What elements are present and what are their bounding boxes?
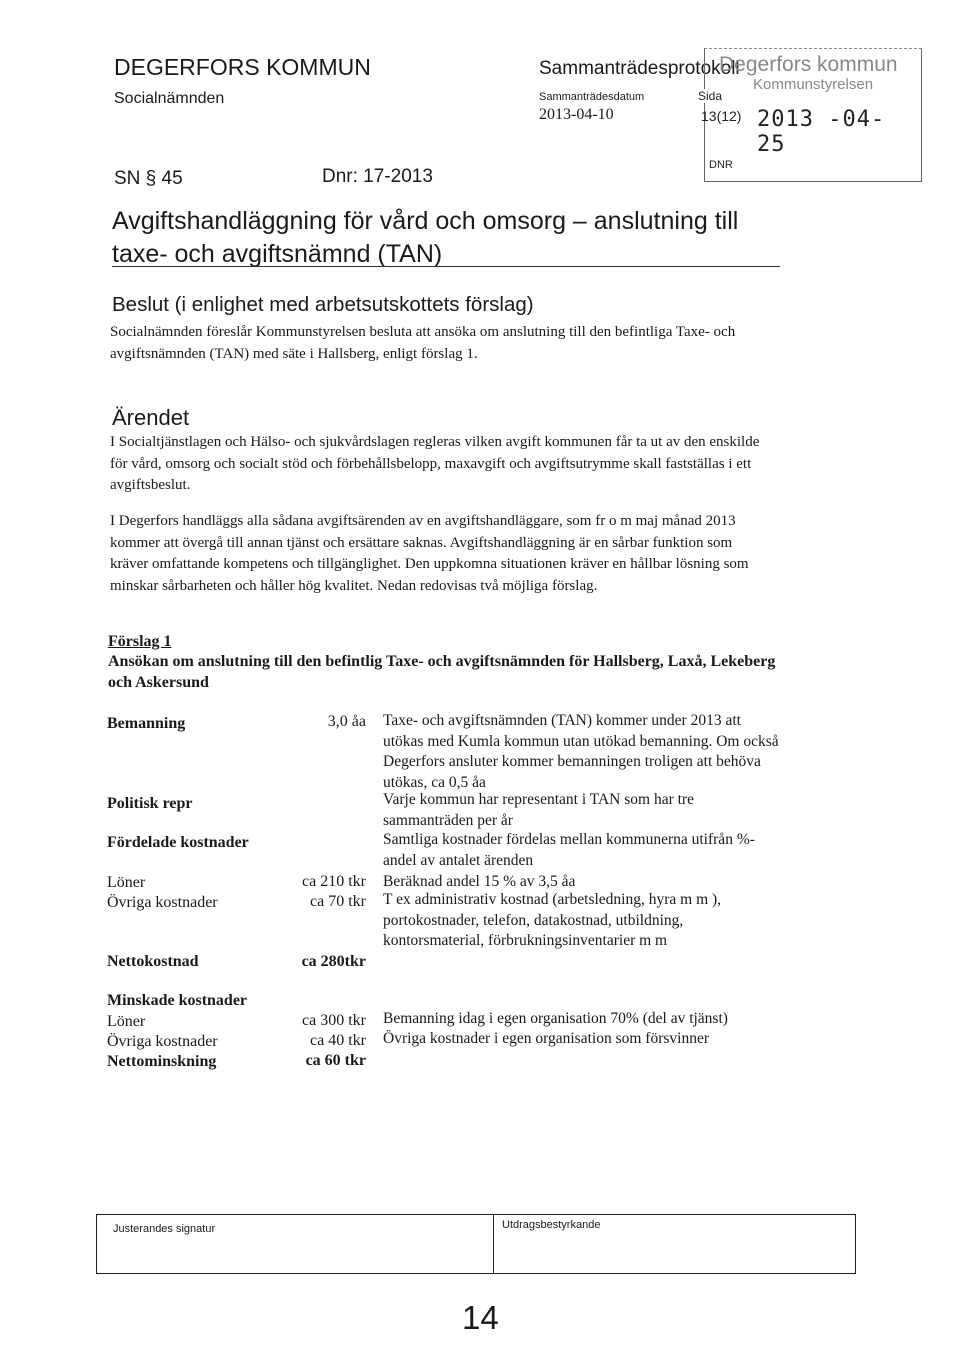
cost-row-amount: ca 70 tkr <box>310 893 366 910</box>
protocol-title: Sammanträdesprotokoll <box>539 58 740 79</box>
cost-row-amount: ca 60 tkr <box>305 1052 366 1069</box>
cost-row-label: Fördelade kostnader <box>107 834 249 851</box>
proposal-title: Ansökan om anslutning till den befintlig Taxe- och avgiftsnämnden för Hallsberg, Laxå, Lekeberg och Askersund <box>108 653 776 691</box>
cost-row-description: Varje kommun har representant i TAN som har tre sammanträden per år <box>383 791 694 829</box>
cost-row-label: Övriga kostnader <box>107 894 218 911</box>
cost-row-amount: ca 210 tkr <box>302 873 366 890</box>
cost-row-description: T ex administrativ kostnad (arbetsledning, hyra m m ), portokostnader, telefon, datakostnad, utbildning, kontorsmaterial, förbrukningsinventarier m m <box>383 891 722 949</box>
meeting-date-value: 2013-04-10 <box>539 106 614 123</box>
matter-heading: Ärendet <box>112 405 190 430</box>
proposal-label: Förslag 1 <box>108 633 172 650</box>
cost-row-amount: ca 300 tkr <box>302 1012 366 1029</box>
cost-row-label: Övriga kostnader <box>107 1033 218 1050</box>
organization-name: DEGERFORS KOMMUN <box>114 54 371 80</box>
extract-certification-label: Utdragsbestyrkande <box>502 1219 601 1231</box>
cost-row-description: Beräknad andel 15 % av 3,5 åa <box>383 873 576 890</box>
cost-row-description: Övriga kostnader i egen organisation som försvinner <box>383 1030 709 1047</box>
cost-row-description: Taxe- och avgiftsnämnden (TAN) kommer under 2013 att utökas med Kumla kommun utan utökad bemanning. Om också Degerfors ansluter kommer bemanningen troligen att behöva utökas, ca 0,5 åa <box>383 712 779 791</box>
organization-department: Socialnämnden <box>114 90 225 107</box>
signature-box <box>96 1214 856 1274</box>
cost-row-label: Minskade kostnader <box>107 992 248 1009</box>
meeting-date-label: Sammanträdesdatum <box>539 91 645 103</box>
decision-heading: Beslut (i enlighet med arbetsutskottets förslag) <box>112 293 534 316</box>
stamp-date: 2013 -04- 25 <box>757 107 886 157</box>
cost-row-label: Nettokostnad <box>107 953 199 970</box>
cost-row-description: Bemanning idag i egen organisation 70% (del av tjänst) <box>383 1010 728 1027</box>
stamp-dnr-label: DNR <box>709 159 733 171</box>
section-number: SN § 45 <box>114 168 183 189</box>
matter-paragraph-2: I Degerfors handläggs alla sådana avgiftsärenden av en avgiftshandläggare, som fr o m maj månad 2013 kommer att övergå till annan tjänst och ersättare saknas. Avgiftshandläggning är en sårbar funktion som kräver omfattande kompetens och tillgänglighet. Den uppkomna situationen kräver en hållbar lösning som minskar sårbarheten och håller hög kvalitet. Nedan redovisas två möjliga förslag. <box>110 513 749 594</box>
cost-row-amount: ca 280tkr <box>301 953 366 970</box>
cost-row-label: Nettominskning <box>107 1053 217 1070</box>
cost-row-amount: 3,0 åa <box>327 713 366 730</box>
page-value: 13(12) <box>701 108 742 124</box>
stamp-title: Degerfors kommun <box>719 53 898 76</box>
stamp-subtitle: Kommunstyrelsen <box>753 76 874 93</box>
matter-paragraph-1: I Socialtjänstlagen och Hälso- och sjukvårdslagen regleras vilken avgift kommunen får ta ut av den enskilde för vård, omsorg och socialt stöd och förbehållsbelopp, maxavgift och avgiftsutrymme skall fastställas i ett avgiftsbeslut. <box>110 434 760 493</box>
cost-row-description: Samtliga kostnader fördelas mellan kommunerna utifrån %-andel av antalet ärenden <box>383 831 755 869</box>
page-number: 14 <box>462 1299 499 1336</box>
cost-row-label: Löner <box>107 874 146 891</box>
signature-label: Justerandes signatur <box>113 1223 216 1235</box>
cost-row-label: Politisk repr <box>107 795 193 812</box>
signature-divider <box>493 1215 494 1273</box>
page-label: Sida <box>698 89 723 103</box>
cost-row-amount: ca 40 tkr <box>310 1032 366 1049</box>
decision-text: Socialnämnden föreslår Kommunstyrelsen besluta att ansöka om anslutning till den befintliga Taxe- och avgiftsnämnden (TAN) med säte i Hallsberg, enligt förslag 1. <box>110 324 736 362</box>
case-dnr: Dnr: 17-2013 <box>322 166 433 187</box>
cost-row-label: Löner <box>107 1013 146 1030</box>
case-title: Avgiftshandläggning för vård och omsorg – anslutning till taxe- och avgiftsnämnd (TAN) <box>112 207 739 268</box>
cost-row-label: Bemanning <box>107 715 186 732</box>
